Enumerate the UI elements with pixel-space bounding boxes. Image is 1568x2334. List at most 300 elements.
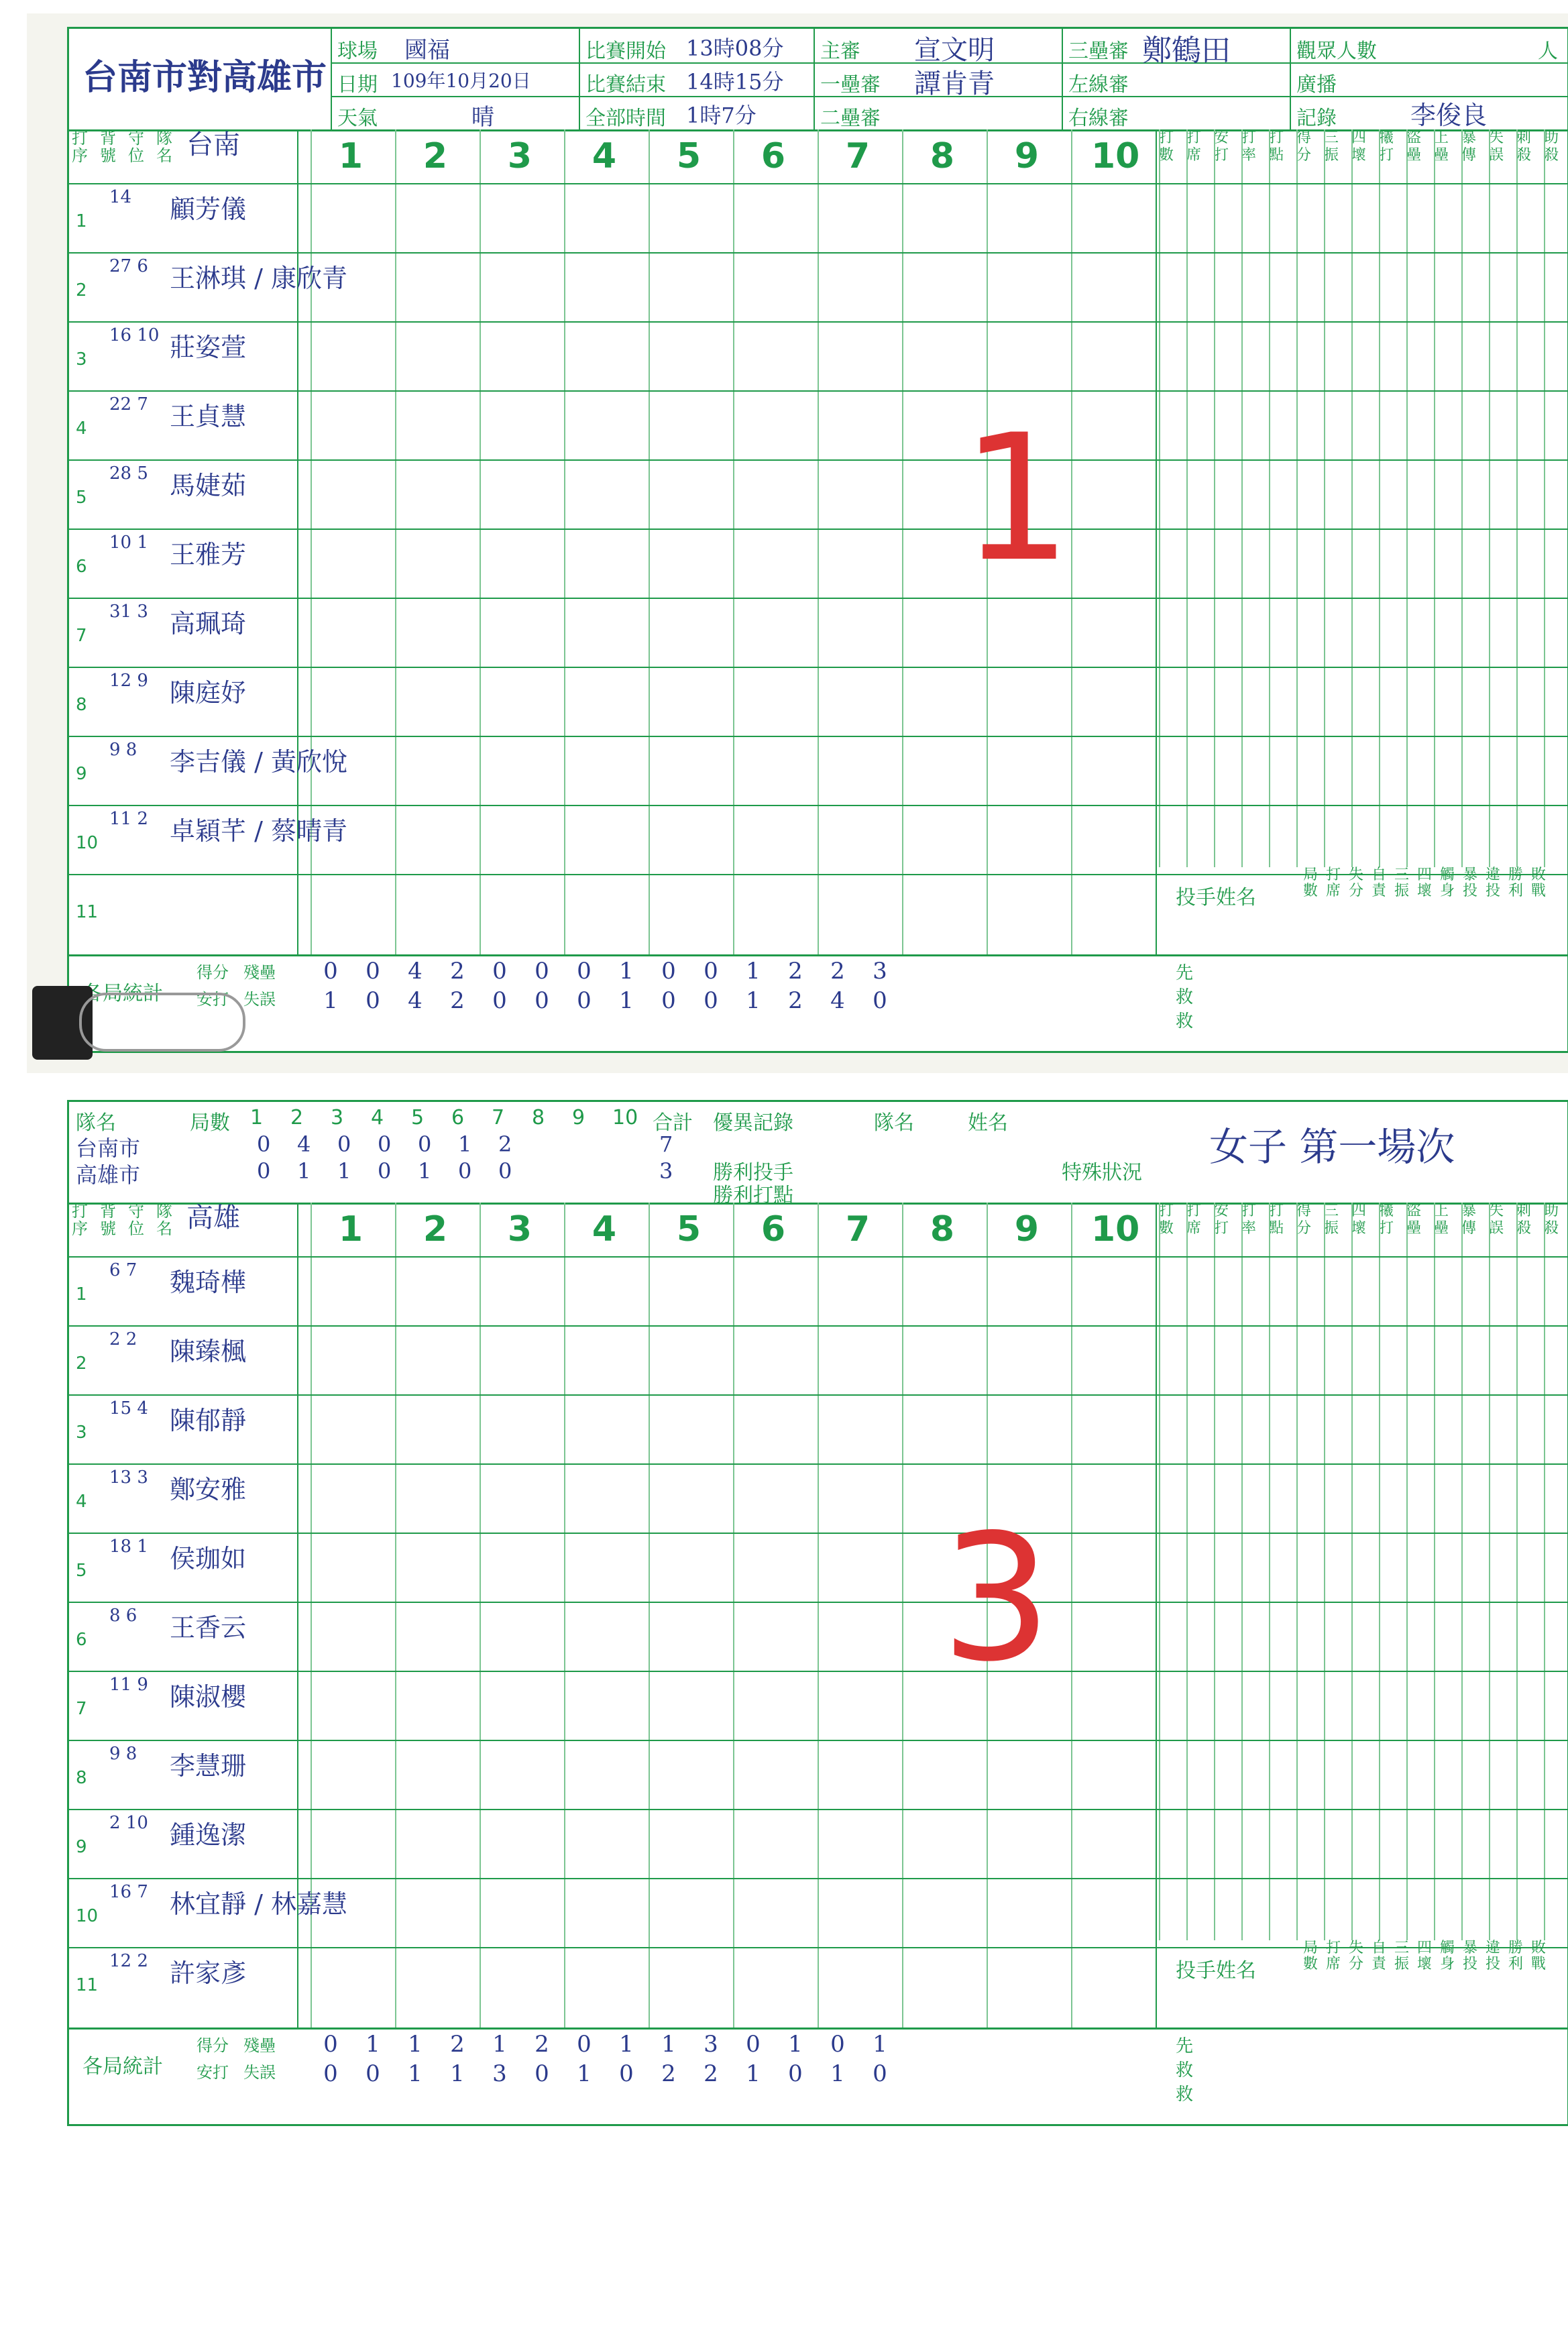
inning-7-header: 7	[845, 136, 871, 176]
stat-col-5: 得分	[1296, 129, 1312, 164]
inning-run-value: 1	[337, 1158, 351, 1184]
jersey-number: 9 8	[109, 1744, 137, 1764]
stat-col-2: 安打	[1214, 1203, 1229, 1237]
score-lob-value: 1	[492, 2031, 507, 2058]
end-label: 比賽結束	[585, 73, 666, 97]
inning-4-header: 4	[592, 1209, 617, 1249]
player-name: 王貞慧	[170, 402, 247, 431]
stat-col-2: 安打	[1214, 129, 1229, 164]
inning-run-value: 2	[498, 1131, 512, 1157]
stat-col-11: 暴傳	[1461, 129, 1477, 164]
batting-order: 1	[76, 211, 87, 231]
date-value: 109年10月20日	[391, 70, 531, 92]
inning-7-header: 7	[845, 1209, 871, 1249]
hits-errors-value: 0	[323, 2060, 338, 2087]
score-lob-value: 0	[492, 958, 507, 985]
score-lob-value: 1	[788, 2031, 803, 2058]
stat-col-9: 盜壘	[1406, 129, 1422, 164]
pitcher-col-3: 失分	[1349, 867, 1364, 899]
score-lob-value: 2	[830, 958, 845, 985]
pitcher-col-5: 三振	[1394, 1940, 1410, 1972]
jersey-number: 13 3	[109, 1467, 148, 1488]
hits-errors-value: 0	[366, 987, 380, 1014]
col-team-label: 隊名	[156, 129, 172, 165]
lineup-row	[69, 183, 1567, 254]
score-lob-value: 0	[535, 958, 549, 985]
inning-2-header: 2	[423, 136, 448, 176]
hits-errors-value: 0	[619, 2060, 634, 2087]
inning-3-header: 3	[507, 1209, 533, 1249]
score-header-8: 7	[492, 1106, 505, 1129]
score-lob-value: 0	[323, 958, 338, 985]
col-order: 打序	[72, 1202, 88, 1238]
player-name: 李吉儀 / 黃欣悅	[170, 747, 347, 777]
score-lob-value: 1	[408, 2031, 423, 2058]
inning-run-value: 0	[257, 1158, 271, 1184]
weather-value: 晴	[471, 104, 494, 131]
hits-errors-value: 0	[873, 2060, 887, 2087]
score-header-4: 3	[331, 1106, 344, 1129]
hits-errors-value: 1	[619, 987, 634, 1014]
batting-order: 5	[76, 1561, 87, 1581]
batting-order: 9	[76, 1837, 87, 1857]
inning-9-header: 9	[1014, 136, 1040, 176]
lineup-row	[69, 390, 1567, 461]
inning-3-header: 3	[507, 136, 533, 176]
third-base-umpire-value: 鄭鶴田	[1142, 34, 1231, 68]
lineup-row	[69, 667, 1567, 737]
player-name: 卓穎芊 / 蔡晴青	[170, 816, 347, 846]
lineup-row	[69, 1533, 1567, 1603]
recorder-value: 李俊良	[1410, 101, 1488, 130]
batting-order: 2	[76, 1353, 87, 1374]
batting-order: 3	[76, 1423, 87, 1443]
batting-order: 4	[76, 419, 87, 439]
inning-5-header: 5	[676, 1209, 702, 1249]
inning-10-header: 10	[1091, 1209, 1140, 1249]
score-lob-value: 1	[366, 2031, 380, 2058]
pitcher-col-10: 勝利	[1508, 867, 1524, 899]
pitcher-col-1: 局數	[1303, 867, 1319, 899]
batting-order: 8	[76, 695, 87, 715]
pitcher-col-8: 暴投	[1463, 867, 1478, 899]
hits-errors-value: 0	[704, 987, 718, 1014]
pitcher-col-5: 三振	[1394, 867, 1410, 899]
stat-col-6: 三振	[1324, 1203, 1339, 1237]
lineup-row	[69, 598, 1567, 668]
jersey-number: 2 2	[109, 1329, 137, 1349]
pitcher-col-6: 四壞	[1417, 867, 1433, 899]
inning-run-value: 0	[458, 1158, 472, 1184]
player-name: 林宜靜 / 林嘉慧	[170, 1889, 347, 1919]
stat-col-1: 打席	[1186, 129, 1202, 164]
venue-label: 球場	[337, 40, 378, 63]
inning-10-header: 10	[1091, 136, 1140, 176]
hits-errors-value: 1	[408, 2060, 423, 2087]
inning-totals-top	[69, 954, 1567, 1057]
lob-label: 殘壘	[243, 963, 276, 982]
stat-col-13: 刺殺	[1516, 129, 1532, 164]
player-name: 李慧珊	[170, 1751, 247, 1781]
col-order: 打序	[72, 129, 88, 165]
pitcher-col-10: 勝利	[1508, 1940, 1524, 1972]
score-lob-value: 3	[704, 2031, 718, 2058]
batting-order: 1	[76, 1284, 87, 1304]
col-position: 守位	[128, 1202, 144, 1238]
crowd-label: 觀眾人數	[1296, 40, 1377, 63]
lineup-row	[69, 1394, 1567, 1465]
inning-4-header: 4	[592, 136, 617, 176]
score-lob-value: 2	[450, 958, 465, 985]
batting-order: 6	[76, 1630, 87, 1650]
inning-run-value: 1	[297, 1158, 311, 1184]
hits-errors-value: 1	[746, 987, 761, 1014]
batting-order: 6	[76, 557, 87, 577]
hits-errors-value: 2	[450, 987, 465, 1014]
batting-grid-top	[69, 129, 1567, 954]
inning-run-value: 0	[337, 1131, 351, 1157]
score-lob-value: 0	[661, 958, 676, 985]
hits-errors-value: 1	[830, 2060, 845, 2087]
pitcher-col-11: 敗戰	[1531, 1940, 1547, 1972]
score-header-3: 2	[290, 1106, 304, 1129]
jersey-number: 2 10	[109, 1813, 148, 1833]
score-lob-value: 1	[873, 2031, 887, 2058]
jersey-number: 14	[109, 187, 132, 207]
jersey-number: 11 2	[109, 809, 148, 829]
stat-col-3: 打率	[1241, 1203, 1257, 1237]
pitcher-col-9: 違投	[1486, 867, 1501, 899]
lineup-row	[69, 1602, 1567, 1672]
lineup-row	[69, 805, 1567, 875]
score-header-11: 10	[612, 1106, 638, 1129]
right-line-umpire-label: 右線審	[1068, 107, 1129, 130]
jersey-number: 10 1	[109, 533, 148, 553]
stat-col-10: 上壘	[1434, 129, 1449, 164]
jersey-number: 15 4	[109, 1398, 148, 1419]
lineup-row	[69, 321, 1567, 392]
win-rbi-label: 勝利打點	[713, 1184, 793, 1207]
stat-col-0: 打數	[1159, 129, 1174, 164]
stat-col-7: 四壞	[1351, 1203, 1367, 1237]
jersey-number: 28 5	[109, 463, 148, 484]
batting-order: 10	[76, 1906, 99, 1926]
score-lob-value: 1	[746, 958, 761, 985]
jersey-number: 12 9	[109, 671, 148, 691]
score-team-name: 高雄市	[76, 1162, 141, 1188]
pitcher-row-relief-2: 救	[1176, 1011, 1194, 1032]
score-lob-value: 0	[704, 958, 718, 985]
footer-label: 各局統計	[82, 2055, 163, 2078]
score-header-5: 4	[371, 1106, 384, 1129]
stat-col-5: 得分	[1296, 1203, 1312, 1237]
player-name: 陳郁靜	[170, 1406, 247, 1435]
jersey-number: 6 7	[109, 1260, 137, 1280]
score-lob-value: 0	[366, 958, 380, 985]
score-lob-value: 0	[577, 958, 592, 985]
jersey-number: 27 6	[109, 256, 148, 276]
player-name: 鄭安雅	[170, 1475, 247, 1504]
team-name: 台南	[186, 129, 240, 160]
total-time-value: 1時7分	[686, 103, 757, 128]
player-name: 王香云	[170, 1613, 247, 1643]
lineup-row	[69, 1878, 1567, 1948]
game-header	[69, 29, 1567, 131]
inning-totals-bottom	[69, 2027, 1567, 2130]
pitcher-row-relief-1: 救	[1176, 2060, 1194, 2080]
pitcher-col-4: 自責	[1371, 1940, 1387, 1972]
scoresheet-bottom	[67, 1100, 1568, 2126]
pitcher-col-11: 敗戰	[1531, 867, 1547, 899]
hits-errors-value: 3	[492, 2060, 507, 2087]
stat-col-4: 打點	[1269, 129, 1284, 164]
pitcher-col-8: 暴投	[1463, 1940, 1478, 1972]
stat-col-4: 打點	[1269, 1203, 1284, 1237]
inning-6-header: 6	[761, 1209, 786, 1249]
player-name: 顧芳儀	[170, 194, 247, 224]
inning-run-value: 0	[378, 1158, 392, 1184]
plate-umpire-value: 宣文明	[914, 35, 995, 66]
stat-col-14: 助殺	[1544, 1203, 1559, 1237]
hits-errors-value: 0	[535, 2060, 549, 2087]
hits-errors-value: 4	[408, 987, 423, 1014]
lineup-row	[69, 529, 1567, 599]
stat-col-12: 失誤	[1489, 1203, 1504, 1237]
jersey-number: 11 9	[109, 1675, 148, 1695]
pitcher-row-relief-1: 救	[1176, 987, 1194, 1007]
player-name: 王雅芳	[170, 540, 247, 569]
inning-run-value: 7	[659, 1131, 673, 1157]
batting-order: 7	[76, 626, 87, 646]
pitcher-col-2: 打席	[1326, 1940, 1341, 1972]
inning-8-header: 8	[930, 136, 955, 176]
score-lob-value: 3	[873, 958, 887, 985]
score-header-6: 5	[411, 1106, 425, 1129]
pitcher-row-starter: 先	[1176, 2036, 1194, 2056]
hits-errors-value: 2	[788, 987, 803, 1014]
jersey-number: 9 8	[109, 740, 137, 760]
inning-run-value: 1	[458, 1131, 472, 1157]
lineup-row	[69, 1809, 1567, 1879]
score-lob-value: 1	[619, 2031, 634, 2058]
pitcher-name-header: 投手姓名	[1176, 886, 1256, 909]
stat-col-12: 失誤	[1489, 129, 1504, 164]
score-header-10: 9	[572, 1106, 585, 1129]
jersey-number: 12 2	[109, 1951, 148, 1971]
stat-col-7: 四壞	[1351, 129, 1367, 164]
player-name: 鍾逸潔	[170, 1820, 247, 1850]
batting-order: 3	[76, 349, 87, 370]
score-header-15: 姓名	[968, 1111, 1008, 1135]
hits-errors-value: 0	[366, 2060, 380, 2087]
lineup-row	[69, 1463, 1567, 1534]
hits-errors-value: 0	[492, 987, 507, 1014]
lineup-row	[69, 252, 1567, 323]
player-name: 許家彥	[170, 1958, 247, 1988]
total-time-label: 全部時間	[585, 107, 666, 130]
inning-run-value: 0	[257, 1131, 271, 1157]
batting-grid-bottom	[69, 1203, 1567, 2027]
col-position: 守位	[128, 129, 144, 165]
score-header-2: 1	[250, 1106, 264, 1129]
hits-errors-value: 2	[661, 2060, 676, 2087]
inning-1-header: 1	[338, 136, 363, 176]
matchup-title: 台南市對高雄市	[82, 57, 327, 98]
lineup-row	[69, 1325, 1567, 1396]
recorder-label: 記錄	[1296, 107, 1337, 130]
stat-col-11: 暴傳	[1461, 1203, 1477, 1237]
crowd-unit: 人	[1538, 40, 1558, 63]
inning-run-value: 0	[418, 1131, 432, 1157]
hits-errors-value: 0	[577, 987, 592, 1014]
second-base-umpire-label: 二壘審	[820, 107, 881, 130]
hits-errors-value: 4	[830, 987, 845, 1014]
scoresheet-top	[67, 27, 1568, 1053]
score-header-12: 合計	[653, 1111, 693, 1135]
hits-label: 安打	[197, 2063, 229, 2082]
start-label: 比賽開始	[585, 40, 666, 63]
lineup-row	[69, 459, 1567, 530]
lineup-row	[69, 736, 1567, 806]
jersey-number: 22 7	[109, 394, 148, 414]
score-lob-value: 1	[619, 958, 634, 985]
pitcher-col-7: 觸身	[1440, 1940, 1455, 1972]
pitcher-col-6: 四壞	[1417, 1940, 1433, 1972]
batting-order: 7	[76, 1699, 87, 1719]
score-lob-value: 1	[661, 2031, 676, 2058]
hits-errors-value: 0	[661, 987, 676, 1014]
broadcast-label: 廣播	[1296, 73, 1337, 97]
inning-marker: 3	[941, 1498, 1052, 1700]
date-label: 日期	[337, 73, 378, 97]
score-label: 得分	[197, 963, 229, 982]
stat-col-8: 犧打	[1379, 129, 1394, 164]
stat-col-8: 犧打	[1379, 1203, 1394, 1237]
stat-col-3: 打率	[1241, 129, 1257, 164]
inning-2-header: 2	[423, 1209, 448, 1249]
pitcher-col-3: 失分	[1349, 1940, 1364, 1972]
hits-errors-value: 1	[323, 987, 338, 1014]
player-name: 陳庭妤	[170, 678, 247, 708]
col-number: 背號	[100, 129, 116, 165]
lob-label: 殘壘	[243, 2036, 276, 2055]
stat-col-9: 盜壘	[1406, 1203, 1422, 1237]
plate-umpire-label: 主審	[820, 40, 860, 63]
left-line-umpire-label: 左線審	[1068, 73, 1129, 97]
score-lob-value: 0	[577, 2031, 592, 2058]
score-lob-value: 2	[535, 2031, 549, 2058]
hits-errors-value: 0	[788, 2060, 803, 2087]
batting-order: 11	[76, 1975, 99, 1995]
score-header-9: 8	[532, 1106, 545, 1129]
stat-col-14: 助殺	[1544, 129, 1559, 164]
end-value: 14時15分	[686, 69, 784, 95]
score-lob-value: 0	[323, 2031, 338, 2058]
inning-run-value: 3	[659, 1158, 673, 1184]
inning-8-header: 8	[930, 1209, 955, 1249]
inning-1-header: 1	[338, 1209, 363, 1249]
score-header-14: 隊名	[874, 1111, 914, 1135]
score-header-0: 隊名	[76, 1111, 116, 1135]
hits-errors-value: 0	[873, 987, 887, 1014]
hits-errors-value: 1	[746, 2060, 761, 2087]
hits-errors-value: 1	[577, 2060, 592, 2087]
stat-col-13: 刺殺	[1516, 1203, 1532, 1237]
stat-col-1: 打席	[1186, 1203, 1202, 1237]
player-name: 馬婕茹	[170, 471, 247, 500]
batting-order: 8	[76, 1768, 87, 1788]
player-name: 魏琦樺	[170, 1268, 247, 1297]
score-team-name: 台南市	[76, 1135, 141, 1161]
first-base-umpire-label: 一壘審	[820, 73, 881, 97]
pitcher-col-7: 觸身	[1440, 867, 1455, 899]
lineup-row	[69, 1671, 1567, 1741]
score-lob-value: 0	[830, 2031, 845, 2058]
score-lob-value: 4	[408, 958, 423, 985]
special-label: 特殊狀況	[1062, 1161, 1142, 1184]
player-name: 陳臻楓	[170, 1337, 247, 1366]
venue-value: 國福	[404, 37, 450, 64]
batting-order: 2	[76, 280, 87, 300]
score-label: 得分	[197, 2036, 229, 2055]
player-name: 莊姿萱	[170, 333, 247, 362]
score-header-1: 局數	[190, 1111, 230, 1135]
jersey-number: 16 10	[109, 325, 160, 345]
batting-order: 4	[76, 1492, 87, 1512]
inning-9-header: 9	[1014, 1209, 1040, 1249]
pitcher-col-1: 局數	[1303, 1940, 1319, 1972]
third-base-umpire-label: 三壘審	[1068, 40, 1129, 63]
pitcher-row-starter: 先	[1176, 963, 1194, 983]
pitcher-col-2: 打席	[1326, 867, 1341, 899]
pitcher-row-relief-2: 救	[1176, 2085, 1194, 2105]
jersey-number: 8 6	[109, 1606, 137, 1626]
player-name: 高珮琦	[170, 609, 247, 638]
inning-run-value: 0	[498, 1158, 512, 1184]
inning-6-header: 6	[761, 136, 786, 176]
jersey-number: 18 1	[109, 1537, 148, 1557]
score-header-7: 6	[451, 1106, 465, 1129]
col-team-label: 隊名	[156, 1202, 172, 1238]
score-summary	[69, 1102, 1567, 1205]
inning-run-value: 1	[418, 1158, 432, 1184]
score-lob-value: 2	[450, 2031, 465, 2058]
team-name: 高雄	[186, 1203, 240, 1233]
errors-label: 失誤	[243, 990, 276, 1009]
hits-errors-value: 0	[535, 987, 549, 1014]
player-name: 侯珈如	[170, 1544, 247, 1573]
pitcher-col-4: 自責	[1371, 867, 1387, 899]
special-note: 女子 第一場次	[1209, 1124, 1455, 1170]
start-value: 13時08分	[686, 36, 784, 61]
stat-col-6: 三振	[1324, 129, 1339, 164]
pitcher-name-header: 投手姓名	[1176, 1959, 1256, 1983]
win-pitcher-label: 勝利投手	[713, 1161, 793, 1184]
score-lob-value: 0	[746, 2031, 761, 2058]
pitcher-col-9: 違投	[1486, 1940, 1501, 1972]
weather-label: 天氣	[337, 107, 378, 130]
binder-clip	[32, 986, 93, 1060]
hits-errors-value: 1	[450, 2060, 465, 2087]
jersey-number: 16 7	[109, 1882, 148, 1902]
batting-order: 5	[76, 488, 87, 508]
batting-order: 10	[76, 833, 99, 853]
player-name: 王淋琪 / 康欣青	[170, 264, 347, 293]
stat-col-10: 上壘	[1434, 1203, 1449, 1237]
first-base-umpire-value: 譚肯青	[914, 68, 995, 99]
jersey-number: 31 3	[109, 602, 148, 622]
batting-order: 11	[76, 902, 99, 922]
